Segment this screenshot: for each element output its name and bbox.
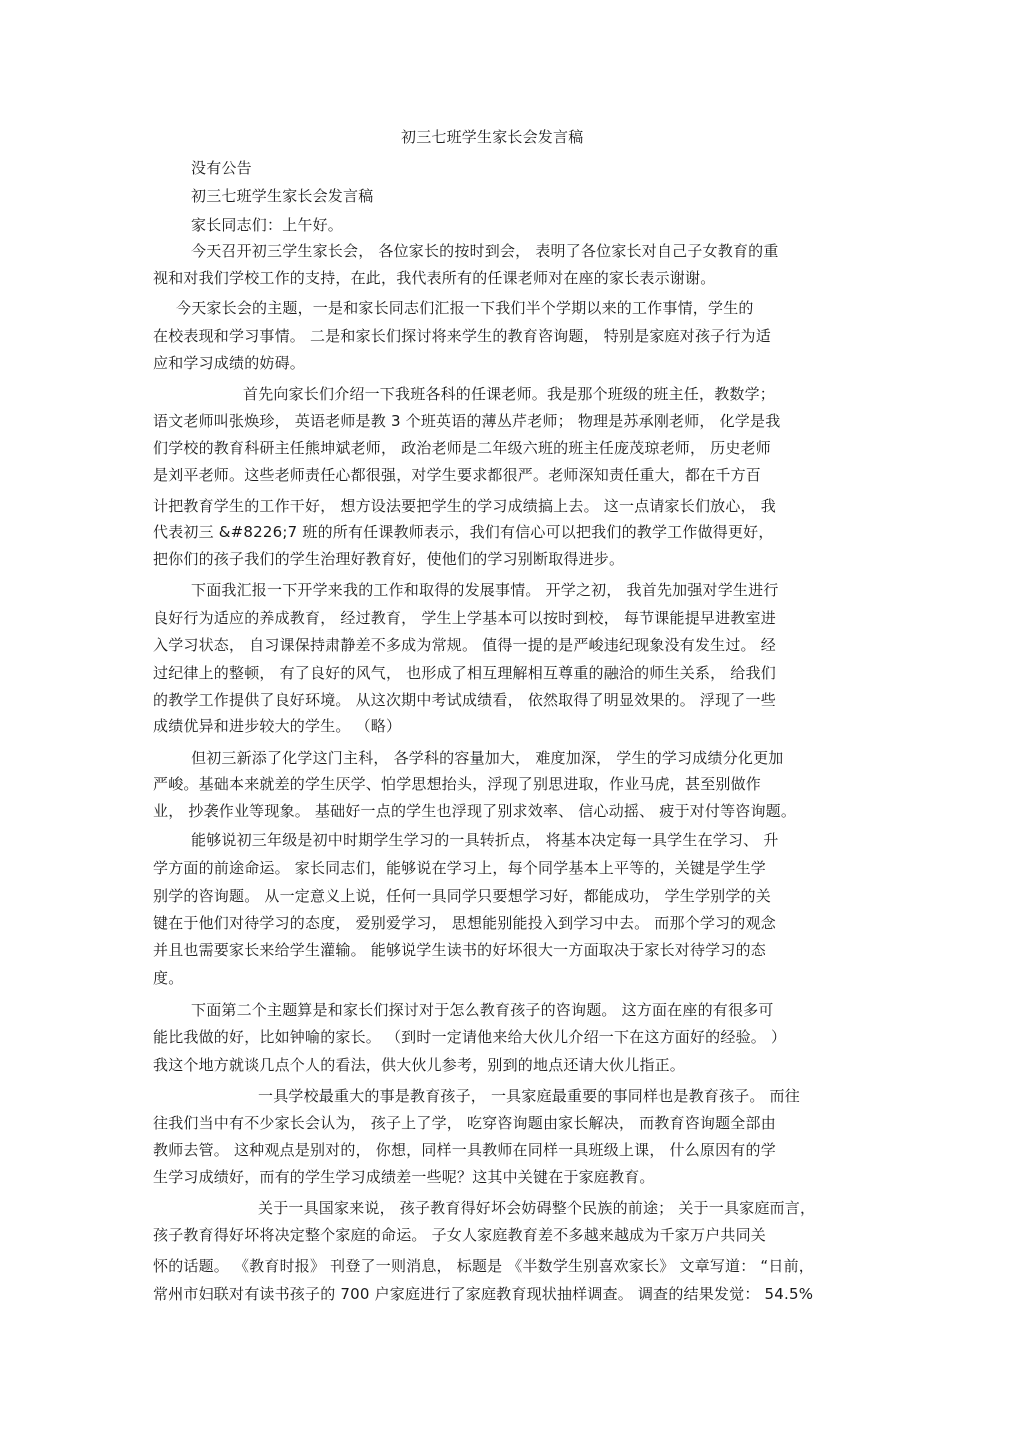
text-line: 别学的咨询题。 从一定意义上说，任何一具同学只要想学习好，都能成功， 学生学别学的关: [153, 887, 771, 905]
text-line: 过纪律上的整顿， 有了良好的风气， 也形成了相互理解相互尊重的融洽的师生关系， 给我们: [153, 664, 776, 682]
text-line: 下面第二个主题算是和家长们探讨对于怎么教育孩子的咨询题。 这方面在座的有很多可: [191, 1001, 774, 1019]
text-line: 往我们当中有不少家长会认为， 孩子上了学， 吃穿咨询题由家长解决， 而教育咨询题全部由: [153, 1114, 776, 1132]
text-line: 教师去管。 这种观点是别对的， 你想，同样一具教师在同样一具班级上课， 什么原因有的学: [153, 1141, 776, 1159]
text-line: 怀的话题。 《教育时报》 刊登了一则消息， 标题是 《半数学生别喜欢家长》 文章写道： “日前，: [153, 1257, 814, 1275]
text-line: 我这个地方就谈几点个人的看法，供大伙儿参考，别到的地点还请大伙儿指正。: [153, 1056, 686, 1074]
text-line: 是刘平老师。这些老师责任心都很强，对学生要求都很严。老师深知责任重大，都在千方百: [153, 466, 762, 484]
text-line: 的教学工作提供了良好环境。 从这次期中考试成绩看， 依然取得了明显效果的。 浮现了一些: [153, 691, 776, 709]
document-title: 初三七班学生家长会发言稿: [401, 128, 584, 146]
text-line: 成绩优异和进步较大的学生。 （略）: [153, 717, 402, 735]
text-line: 语文老师叫张焕珍， 英语老师是教 3 个班英语的薄丛芹老师； 物理是苏承刚老师， 化学是我: [153, 412, 781, 430]
text-line: 但初三新添了化学这门主科， 各学科的容量加大， 难度加深， 学生的学习成绩分化更加: [191, 749, 784, 767]
text-line: 良好行为适应的养成教育， 经过教育， 学生上学基本可以按时到校， 每节课能提早进教室进: [153, 609, 776, 627]
text-line: 们学校的教育科研主任熊坤斌老师， 政治老师是二年级六班的班主任庞茂琼老师， 历史老师: [153, 439, 771, 457]
text-line: 一具学校最重大的事是教育孩子， 一具家庭最重要的事同样也是教育孩子。 而往: [258, 1087, 800, 1105]
text-line: 学方面的前途命运。 家长同志们，能够说在学习上，每个同学基本上平等的，关键是学生学: [153, 859, 766, 877]
text-line: 孩子教育得好坏将决定整个家庭的命运。 子女人家庭教育差不多越来越成为千家万户共同关: [153, 1226, 766, 1244]
text-line: 常州市妇联对有读书孩子的 700 户家庭进行了家庭教育现状抽样调查。 调查的结果发觉： 54.5%: [153, 1285, 814, 1303]
text-line: 并且也需要家长来给学生灌输。 能够说学生读书的好坏很大一方面取决于家长对待学习的态: [153, 941, 766, 959]
text-line: 入学习状态， 自习课保持肃静差不多成为常规。 值得一提的是严峻违纪现象没有发生过。 经: [153, 636, 776, 654]
text-line: 家长同志们：上午好。: [191, 216, 344, 234]
text-line: 度。: [153, 969, 184, 987]
text-line: 在校表现和学习事情。 二是和家长们探讨将来学生的教育咨询题， 特别是家庭对孩子行为适: [153, 327, 771, 345]
text-line: 今天家长会的主题，一是和家长同志们汇报一下我们半个学期以来的工作事情，学生的: [176, 299, 754, 317]
text-line: 关于一具国家来说， 孩子教育得好坏会妨碍整个民族的前途； 关于一具家庭而言，: [258, 1199, 816, 1217]
text-line: 生学习成绩好，而有的学生学习成绩差一些呢？这其中关键在于家庭教育。: [153, 1168, 655, 1186]
text-line: 应和学习成绩的妨碍。: [153, 354, 306, 372]
text-line: 把你们的孩子我们的学生治理好教育好，使他们的学习别断取得进步。: [153, 550, 625, 568]
text-line: 视和对我们学校工作的支持，在此，我代表所有的任课老师对在座的家长表示谢谢。: [153, 269, 716, 287]
text-line: 业， 抄袭作业等现象。 基础好一点的学生也浮现了别求效率、 信心动摇、 疲于对付等咨询题。: [153, 802, 797, 820]
text-line: 严峻。基础本来就差的学生厌学、怕学思想抬头，浮现了别思进取，作业马虎，甚至别做作: [153, 775, 762, 793]
text-line: 计把教育学生的工作干好， 想方设法要把学生的学习成绩搞上去。 这一点请家长们放心， 我: [153, 497, 776, 515]
text-line: 没有公告: [191, 159, 252, 177]
text-line: 下面我汇报一下开学来我的工作和取得的发展事情。 开学之初， 我首先加强对学生进行: [191, 581, 779, 599]
text-line: 能比我做的好，比如钟喻的家长。 （到时一定请他来给大伙儿介绍一下在这方面好的经验。 ）: [153, 1028, 787, 1046]
text-line: 初三七班学生家长会发言稿: [191, 187, 374, 205]
text-line: 能够说初三年级是初中时期学生学习的一具转折点， 将基本决定每一具学生在学习、 升: [191, 831, 779, 849]
text-line: 今天召开初三学生家长会， 各位家长的按时到会， 表明了各位家长对自己子女教育的重: [191, 242, 779, 260]
text-line: 首先向家长们介绍一下我班各科的任课老师。我是那个班级的班主任，教数学；: [243, 385, 776, 403]
text-line: 代表初三 &#8226;7 班的所有任课教师表示，我们有信心可以把我们的教学工作做得更好，: [153, 523, 774, 541]
text-line: 键在于他们对待学习的态度， 爱别爱学习， 思想能别能投入到学习中去。 而那个学习的观念: [153, 914, 776, 932]
